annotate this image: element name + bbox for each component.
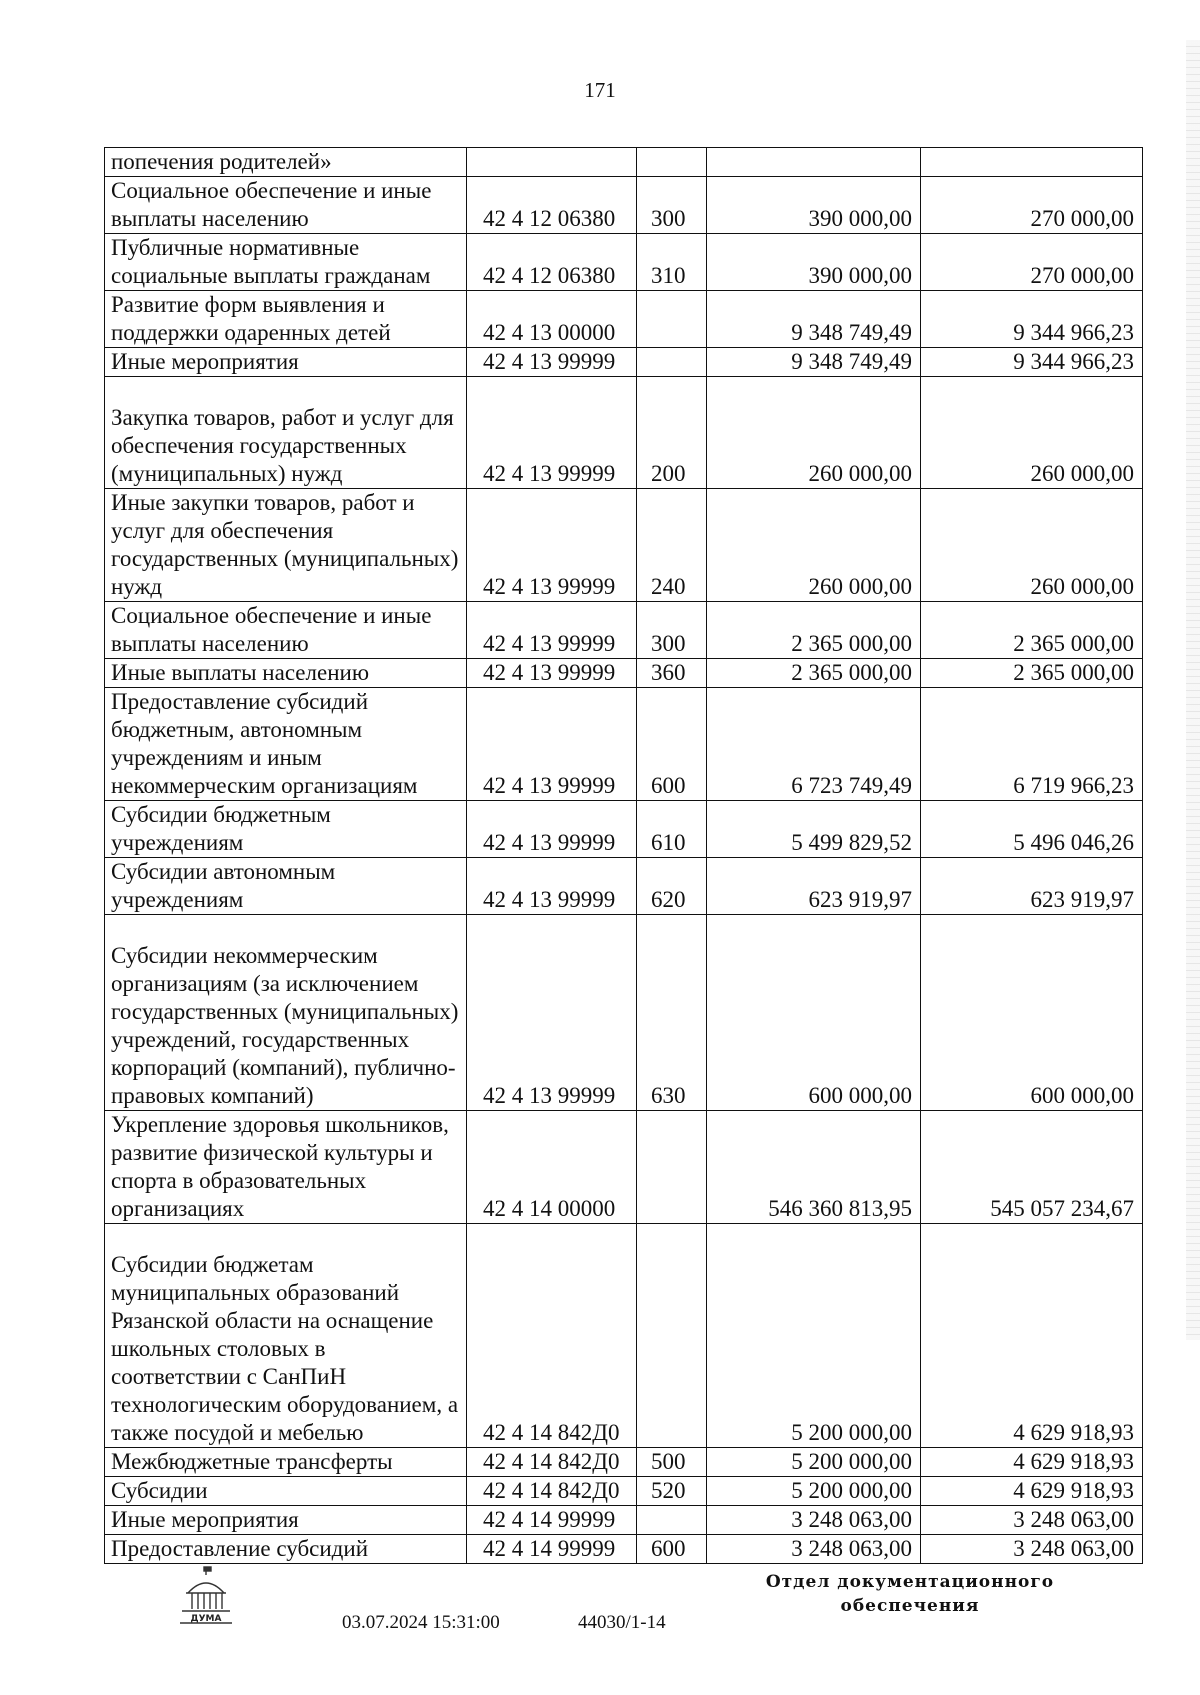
row-amount-2: 4 629 918,93 [921, 1448, 1143, 1477]
row-amount-1: 2 365 000,00 [707, 659, 921, 688]
row-code: 42 4 14 842Д0 [467, 1448, 637, 1477]
row-amount-2: 5 496 046,26 [921, 801, 1143, 858]
row-amount-1: 260 000,00 [707, 377, 921, 489]
table-row [105, 659, 1143, 688]
table-row [105, 1477, 1143, 1506]
row-kvr: 310 [637, 234, 707, 291]
row-code: 42 4 13 99999 [467, 348, 637, 377]
row-amount-1: 5 200 000,00 [707, 1448, 921, 1477]
row-amount-1: 390 000,00 [707, 177, 921, 234]
row-amount-2: 623 919,97 [921, 858, 1143, 915]
row-amount-2: 2 365 000,00 [921, 659, 1143, 688]
row-kvr: 620 [637, 858, 707, 915]
budget-table [104, 147, 1143, 1564]
row-name: Иные мероприятия [105, 348, 467, 377]
table-row [105, 688, 1143, 801]
row-name: Субсидии некоммерческим организациям (за исключением государственных (муниципальных) учреждений, государственных корпораций (компаний), публично-правовых компаний) [105, 915, 467, 1111]
row-amount-1: 260 000,00 [707, 489, 921, 602]
row-amount-1: 623 919,97 [707, 858, 921, 915]
row-amount-1: 5 200 000,00 [707, 1224, 921, 1448]
row-kvr: 520 [637, 1477, 707, 1506]
row-amount-1: 6 723 749,49 [707, 688, 921, 801]
row-amount-2: 545 057 234,67 [921, 1111, 1143, 1224]
table-row [105, 234, 1143, 291]
row-code: 42 4 13 99999 [467, 377, 637, 489]
table-row [105, 1506, 1143, 1535]
row-name: Публичные нормативные социальные выплаты гражданам [105, 234, 467, 291]
row-code: 42 4 13 99999 [467, 602, 637, 659]
row-amount-1: 600 000,00 [707, 915, 921, 1111]
row-name: Иные выплаты населению [105, 659, 467, 688]
department-line-1: Отдел документационного [765, 1572, 1055, 1592]
row-amount-1: 2 365 000,00 [707, 602, 921, 659]
row-kvr: 600 [637, 1535, 707, 1564]
row-amount-2: 4 629 918,93 [921, 1224, 1143, 1448]
row-amount-1: 546 360 813,95 [707, 1111, 921, 1224]
row-name: Субсидии [105, 1477, 467, 1506]
row-kvr: 240 [637, 489, 707, 602]
row-amount-1: 3 248 063,00 [707, 1506, 921, 1535]
row-name: Укрепление здоровья школьников, развитие физической культуры и спорта в образовательных организациях [105, 1111, 467, 1224]
row-code: 42 4 13 99999 [467, 801, 637, 858]
table-row [105, 1448, 1143, 1477]
row-code: 42 4 12 06380 [467, 177, 637, 234]
row-kvr: 200 [637, 377, 707, 489]
logo-text: ДУМА [190, 1614, 222, 1624]
row-code: 42 4 14 99999 [467, 1506, 637, 1535]
row-name: Субсидии автономным учреждениям [105, 858, 467, 915]
row-name: Социальное обеспечение и иные выплаты населению [105, 602, 467, 659]
duma-logo [174, 1565, 238, 1627]
row-amount-2: 2 365 000,00 [921, 602, 1143, 659]
row-amount-2: 3 248 063,00 [921, 1506, 1143, 1535]
row-amount-2: 270 000,00 [921, 234, 1143, 291]
row-kvr: 610 [637, 801, 707, 858]
row-name: Иные закупки товаров, работ и услуг для обеспечения государственных (муниципальных) нужд [105, 489, 467, 602]
table-row [105, 177, 1143, 234]
row-amount-2: 260 000,00 [921, 489, 1143, 602]
row-amount-2: 9 344 966,23 [921, 291, 1143, 348]
row-name: Иные мероприятия [105, 1506, 467, 1535]
row-amount-1: 9 348 749,49 [707, 348, 921, 377]
row-code: 42 4 13 99999 [467, 688, 637, 801]
row-code: 42 4 13 00000 [467, 291, 637, 348]
row-name: Предоставление субсидий бюджетным, автономным учреждениям и иным некоммерческим организациям [105, 688, 467, 801]
table-row [105, 1224, 1143, 1448]
row-code: 42 4 13 99999 [467, 915, 637, 1111]
row-code: 42 4 12 06380 [467, 234, 637, 291]
registration-datetime: 03.07.2024 15:31:00 [342, 1612, 500, 1633]
row-code: 42 4 13 99999 [467, 489, 637, 602]
table-row [105, 489, 1143, 602]
row-amount-1: 390 000,00 [707, 234, 921, 291]
page-number: 171 [584, 78, 616, 102]
row-amount-2 [921, 148, 1143, 177]
table-row [105, 348, 1143, 377]
row-name: Субсидии бюджетам муниципальных образований Рязанской области на оснащение школьных столовых в соответствии с СанПиН технологическим оборудованием, а также посудой и мебелью [105, 1224, 467, 1448]
table-row [105, 291, 1143, 348]
table-row [105, 148, 1143, 177]
row-name: Развитие форм выявления и поддержки одаренных детей [105, 291, 467, 348]
scan-edge-artifact [1186, 40, 1200, 1340]
row-code: 42 4 14 842Д0 [467, 1477, 637, 1506]
row-kvr [637, 348, 707, 377]
table-row [105, 602, 1143, 659]
row-amount-1: 5 499 829,52 [707, 801, 921, 858]
row-kvr: 630 [637, 915, 707, 1111]
row-name: Межбюджетные трансферты [105, 1448, 467, 1477]
row-amount-2: 260 000,00 [921, 377, 1143, 489]
row-amount-2: 9 344 966,23 [921, 348, 1143, 377]
row-code: 42 4 13 99999 [467, 858, 637, 915]
table-row [105, 915, 1143, 1111]
row-code: 42 4 13 99999 [467, 659, 637, 688]
row-amount-1: 5 200 000,00 [707, 1477, 921, 1506]
row-code: 42 4 14 99999 [467, 1535, 637, 1564]
row-kvr: 360 [637, 659, 707, 688]
registration-number: 44030/1-14 [578, 1612, 666, 1633]
table-row [105, 1111, 1143, 1224]
row-kvr [637, 1506, 707, 1535]
table-row [105, 1535, 1143, 1564]
department-line-2: обеспечения [840, 1596, 980, 1616]
row-name: попечения родителей» [105, 148, 467, 177]
row-code: 42 4 14 00000 [467, 1111, 637, 1224]
row-amount-1 [707, 148, 921, 177]
row-kvr [637, 1111, 707, 1224]
row-amount-2: 3 248 063,00 [921, 1535, 1143, 1564]
row-amount-2: 6 719 966,23 [921, 688, 1143, 801]
table-row [105, 858, 1143, 915]
row-kvr [637, 1224, 707, 1448]
row-kvr: 600 [637, 688, 707, 801]
row-amount-1: 3 248 063,00 [707, 1535, 921, 1564]
department-stamp [760, 1570, 1060, 1618]
row-name: Субсидии бюджетным учреждениям [105, 801, 467, 858]
table-row [105, 377, 1143, 489]
row-amount-2: 4 629 918,93 [921, 1477, 1143, 1506]
row-name: Закупка товаров, работ и услуг для обеспечения государственных (муниципальных) нужд [105, 377, 467, 489]
row-name: Социальное обеспечение и иные выплаты населению [105, 177, 467, 234]
table-row [105, 801, 1143, 858]
row-code [467, 148, 637, 177]
row-amount-2: 600 000,00 [921, 915, 1143, 1111]
row-kvr: 300 [637, 602, 707, 659]
row-code: 42 4 14 842Д0 [467, 1224, 637, 1448]
budget-table-body [105, 148, 1143, 1564]
row-amount-1: 9 348 749,49 [707, 291, 921, 348]
row-kvr: 500 [637, 1448, 707, 1477]
row-kvr [637, 291, 707, 348]
row-kvr: 300 [637, 177, 707, 234]
row-name: Предоставление субсидий [105, 1535, 467, 1564]
row-kvr [637, 148, 707, 177]
row-amount-2: 270 000,00 [921, 177, 1143, 234]
